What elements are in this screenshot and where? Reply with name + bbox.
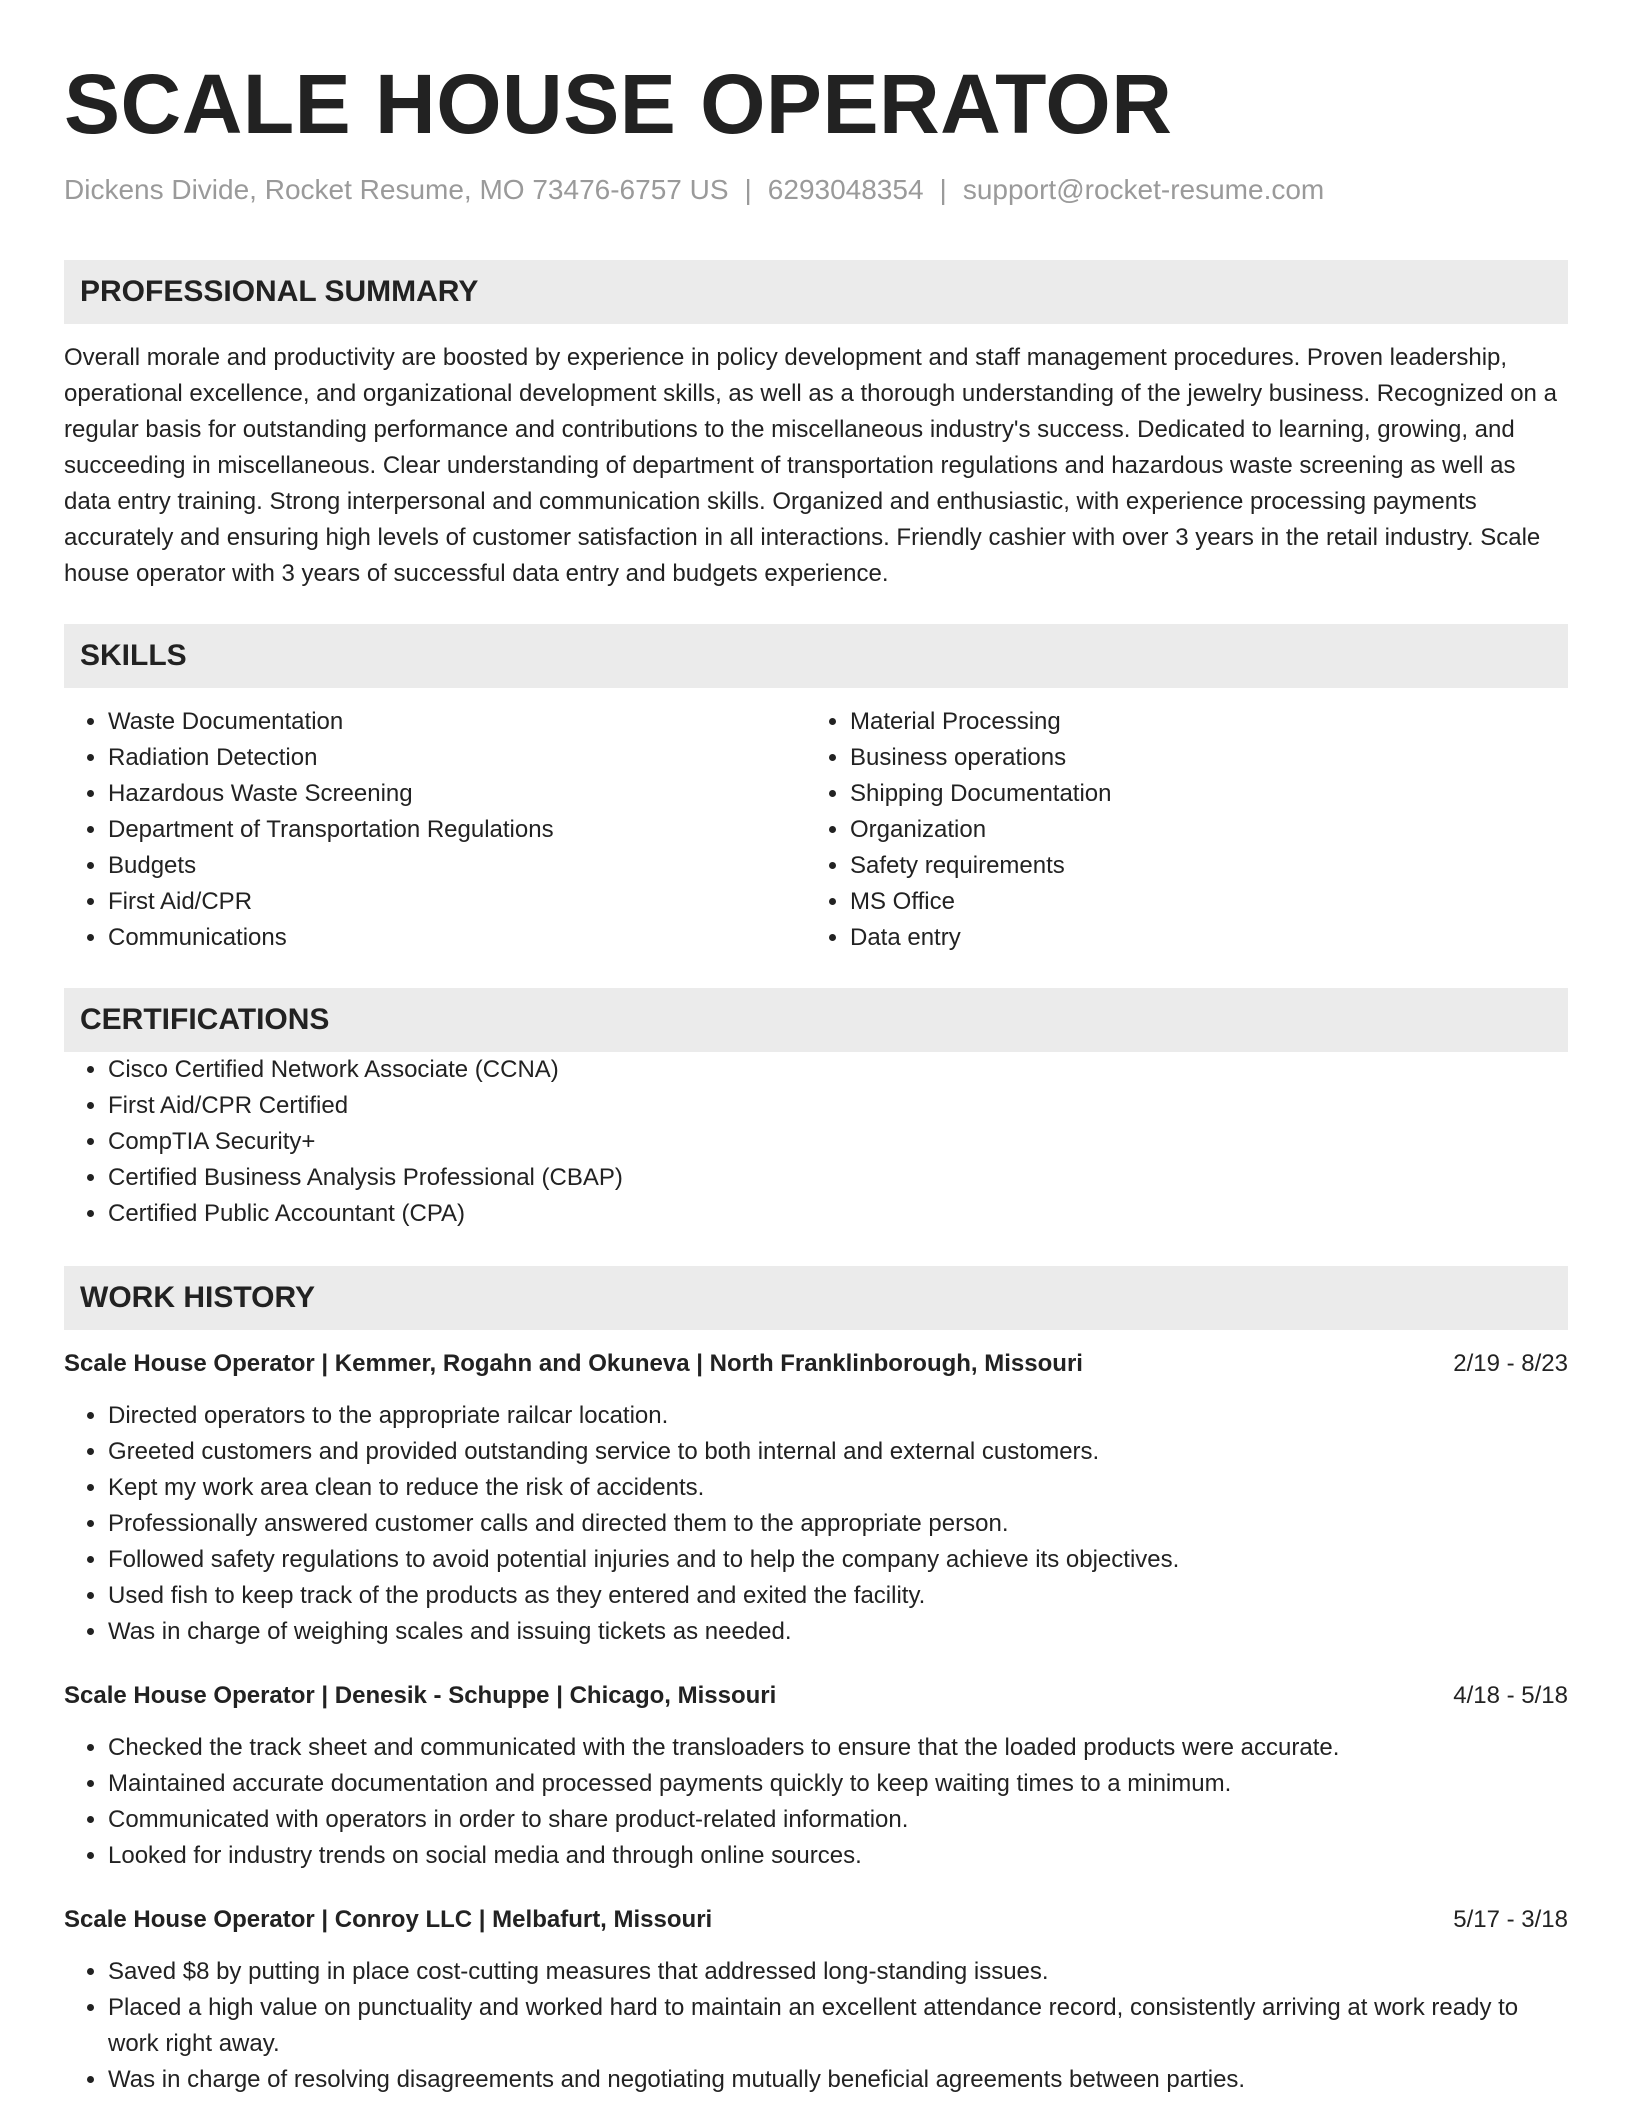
certifications-list: [64, 1052, 1568, 1232]
job-bullet: • Kept my work area clean to reduce the risk of accidents.: [108, 1470, 1568, 1506]
job-bullet: • Saved $8 by putting in place cost-cutting measures that addressed long-standing issues.: [108, 1954, 1568, 1990]
certification-item: • First Aid/CPR Certified: [108, 1088, 1568, 1124]
skill-item: • Safety requirements: [850, 848, 1548, 884]
skill-item: • Communications: [108, 920, 806, 956]
skill-item: • Data entry: [850, 920, 1548, 956]
job-bullet: • Was in charge of resolving disagreements and negotiating mutually beneficial agreements between parties.: [108, 2062, 1568, 2098]
job-bullet: • Maintained accurate documentation and processed payments quickly to keep waiting times to a minimum.: [108, 1766, 1568, 1802]
skills-columns: [64, 704, 1568, 956]
contact-line: [64, 170, 1568, 210]
job-title: Scale House Operator | Conroy LLC | Melbafurt, Missouri: [64, 1906, 713, 1933]
skill-item: • Material Processing: [850, 704, 1548, 740]
job-bullet: • Communicated with operators in order to share product-related information.: [108, 1802, 1568, 1838]
job-bullets: [64, 1730, 1568, 1874]
job-bullet: • Directed operators to the appropriate railcar location.: [108, 1398, 1568, 1434]
summary-text: Overall morale and productivity are boosted by experience in policy development and staff management procedures. Proven leadership, operational excellence, and organizational development skills, as well as a thorough understanding of the jewelry business. Recognized on a regular basis for outstanding performance and contributions to the miscellaneous industry's success. Dedicated to learning, growing, and succeeding in miscellaneous. Clear understanding of department of transportation regulations and hazardous waste screening as well as data entry training. Strong interpersonal and communication skills. Organized and enthusiastic, with experience processing payments accurately and ensuring high levels of customer satisfaction in all interactions. Friendly cashier with over 3 years in the retail industry. Scale house operator with 3 years of successful data entry and budgets experience.: [64, 344, 1557, 587]
job-bullet: • Professionally answered customer calls and directed them to the appropriate person.: [108, 1506, 1568, 1542]
skill-item: • Business operations: [850, 740, 1548, 776]
job-bullet: • Used fish to keep track of the products as they entered and exited the facility.: [108, 1578, 1568, 1614]
skill-item: • Organization: [850, 812, 1548, 848]
skills-column-right: [806, 704, 1548, 956]
resume-name: SCALE HOUSE OPERATOR: [64, 57, 1173, 151]
job-bullet: • Greeted customers and provided outstanding service to both internal and external customers.: [108, 1434, 1568, 1470]
job-bullets: [64, 1954, 1568, 2098]
job-entry: [64, 1678, 1568, 1874]
section-heading-skills: SKILLS: [64, 624, 1568, 688]
job-bullet: • Checked the track sheet and communicated with the transloaders to ensure that the loaded products were accurate.: [108, 1730, 1568, 1766]
job-bullet: • Was in charge of weighing scales and issuing tickets as needed.: [108, 1614, 1568, 1650]
job-bullet: • Placed a high value on punctuality and worked hard to maintain an excellent attendance record, consistently arriving at work ready to work right away.: [108, 1990, 1568, 2062]
skill-item: • Radiation Detection: [108, 740, 806, 776]
job-header: [64, 1902, 1568, 1938]
job-dates: 4/18 - 5/18: [1453, 1682, 1568, 1709]
certification-item: • Certified Public Accountant (CPA): [108, 1196, 1568, 1232]
skill-item: • Shipping Documentation: [850, 776, 1548, 812]
skill-item: • Department of Transportation Regulations: [108, 812, 806, 848]
job-title: Scale House Operator | Denesik - Schuppe | Chicago, Missouri: [64, 1682, 777, 1709]
section-heading-work-history: WORK HISTORY: [64, 1266, 1568, 1330]
certification-item: • Certified Business Analysis Professional (CBAP): [108, 1160, 1568, 1196]
job-title: Scale House Operator | Kemmer, Rogahn and Okuneva | North Franklinborough, Missouri: [64, 1350, 1083, 1377]
job-header: [64, 1678, 1568, 1714]
job-bullets: [64, 1398, 1568, 1650]
job-entry: [64, 1902, 1568, 2098]
skill-item: • Budgets: [108, 848, 806, 884]
certification-item: • CompTIA Security+: [108, 1124, 1568, 1160]
skill-item: • First Aid/CPR: [108, 884, 806, 920]
skill-item: • Waste Documentation: [108, 704, 806, 740]
skills-column-left: [64, 704, 806, 956]
contact-separator: |: [939, 174, 947, 205]
section-heading-summary: PROFESSIONAL SUMMARY: [64, 260, 1568, 324]
job-bullet: • Followed safety regulations to avoid potential injuries and to help the company achieve its objectives.: [108, 1542, 1568, 1578]
job-dates: 5/17 - 3/18: [1453, 1906, 1568, 1933]
job-entry: [64, 1346, 1568, 1650]
job-dates: 2/19 - 8/23: [1453, 1350, 1568, 1377]
skill-item: • Hazardous Waste Screening: [108, 776, 806, 812]
job-header: [64, 1346, 1568, 1382]
section-heading-certifications: CERTIFICATIONS: [64, 988, 1568, 1052]
contact-phone: 6293048354: [767, 174, 924, 205]
contact-address: Dickens Divide, Rocket Resume, MO 73476-6757 US: [64, 174, 729, 205]
contact-separator: |: [744, 174, 752, 205]
skill-item: • MS Office: [850, 884, 1548, 920]
contact-email: support@rocket-resume.com: [962, 174, 1325, 205]
job-bullet: • Looked for industry trends on social media and through online sources.: [108, 1838, 1568, 1874]
certification-item: • Cisco Certified Network Associate (CCNA): [108, 1052, 1568, 1088]
